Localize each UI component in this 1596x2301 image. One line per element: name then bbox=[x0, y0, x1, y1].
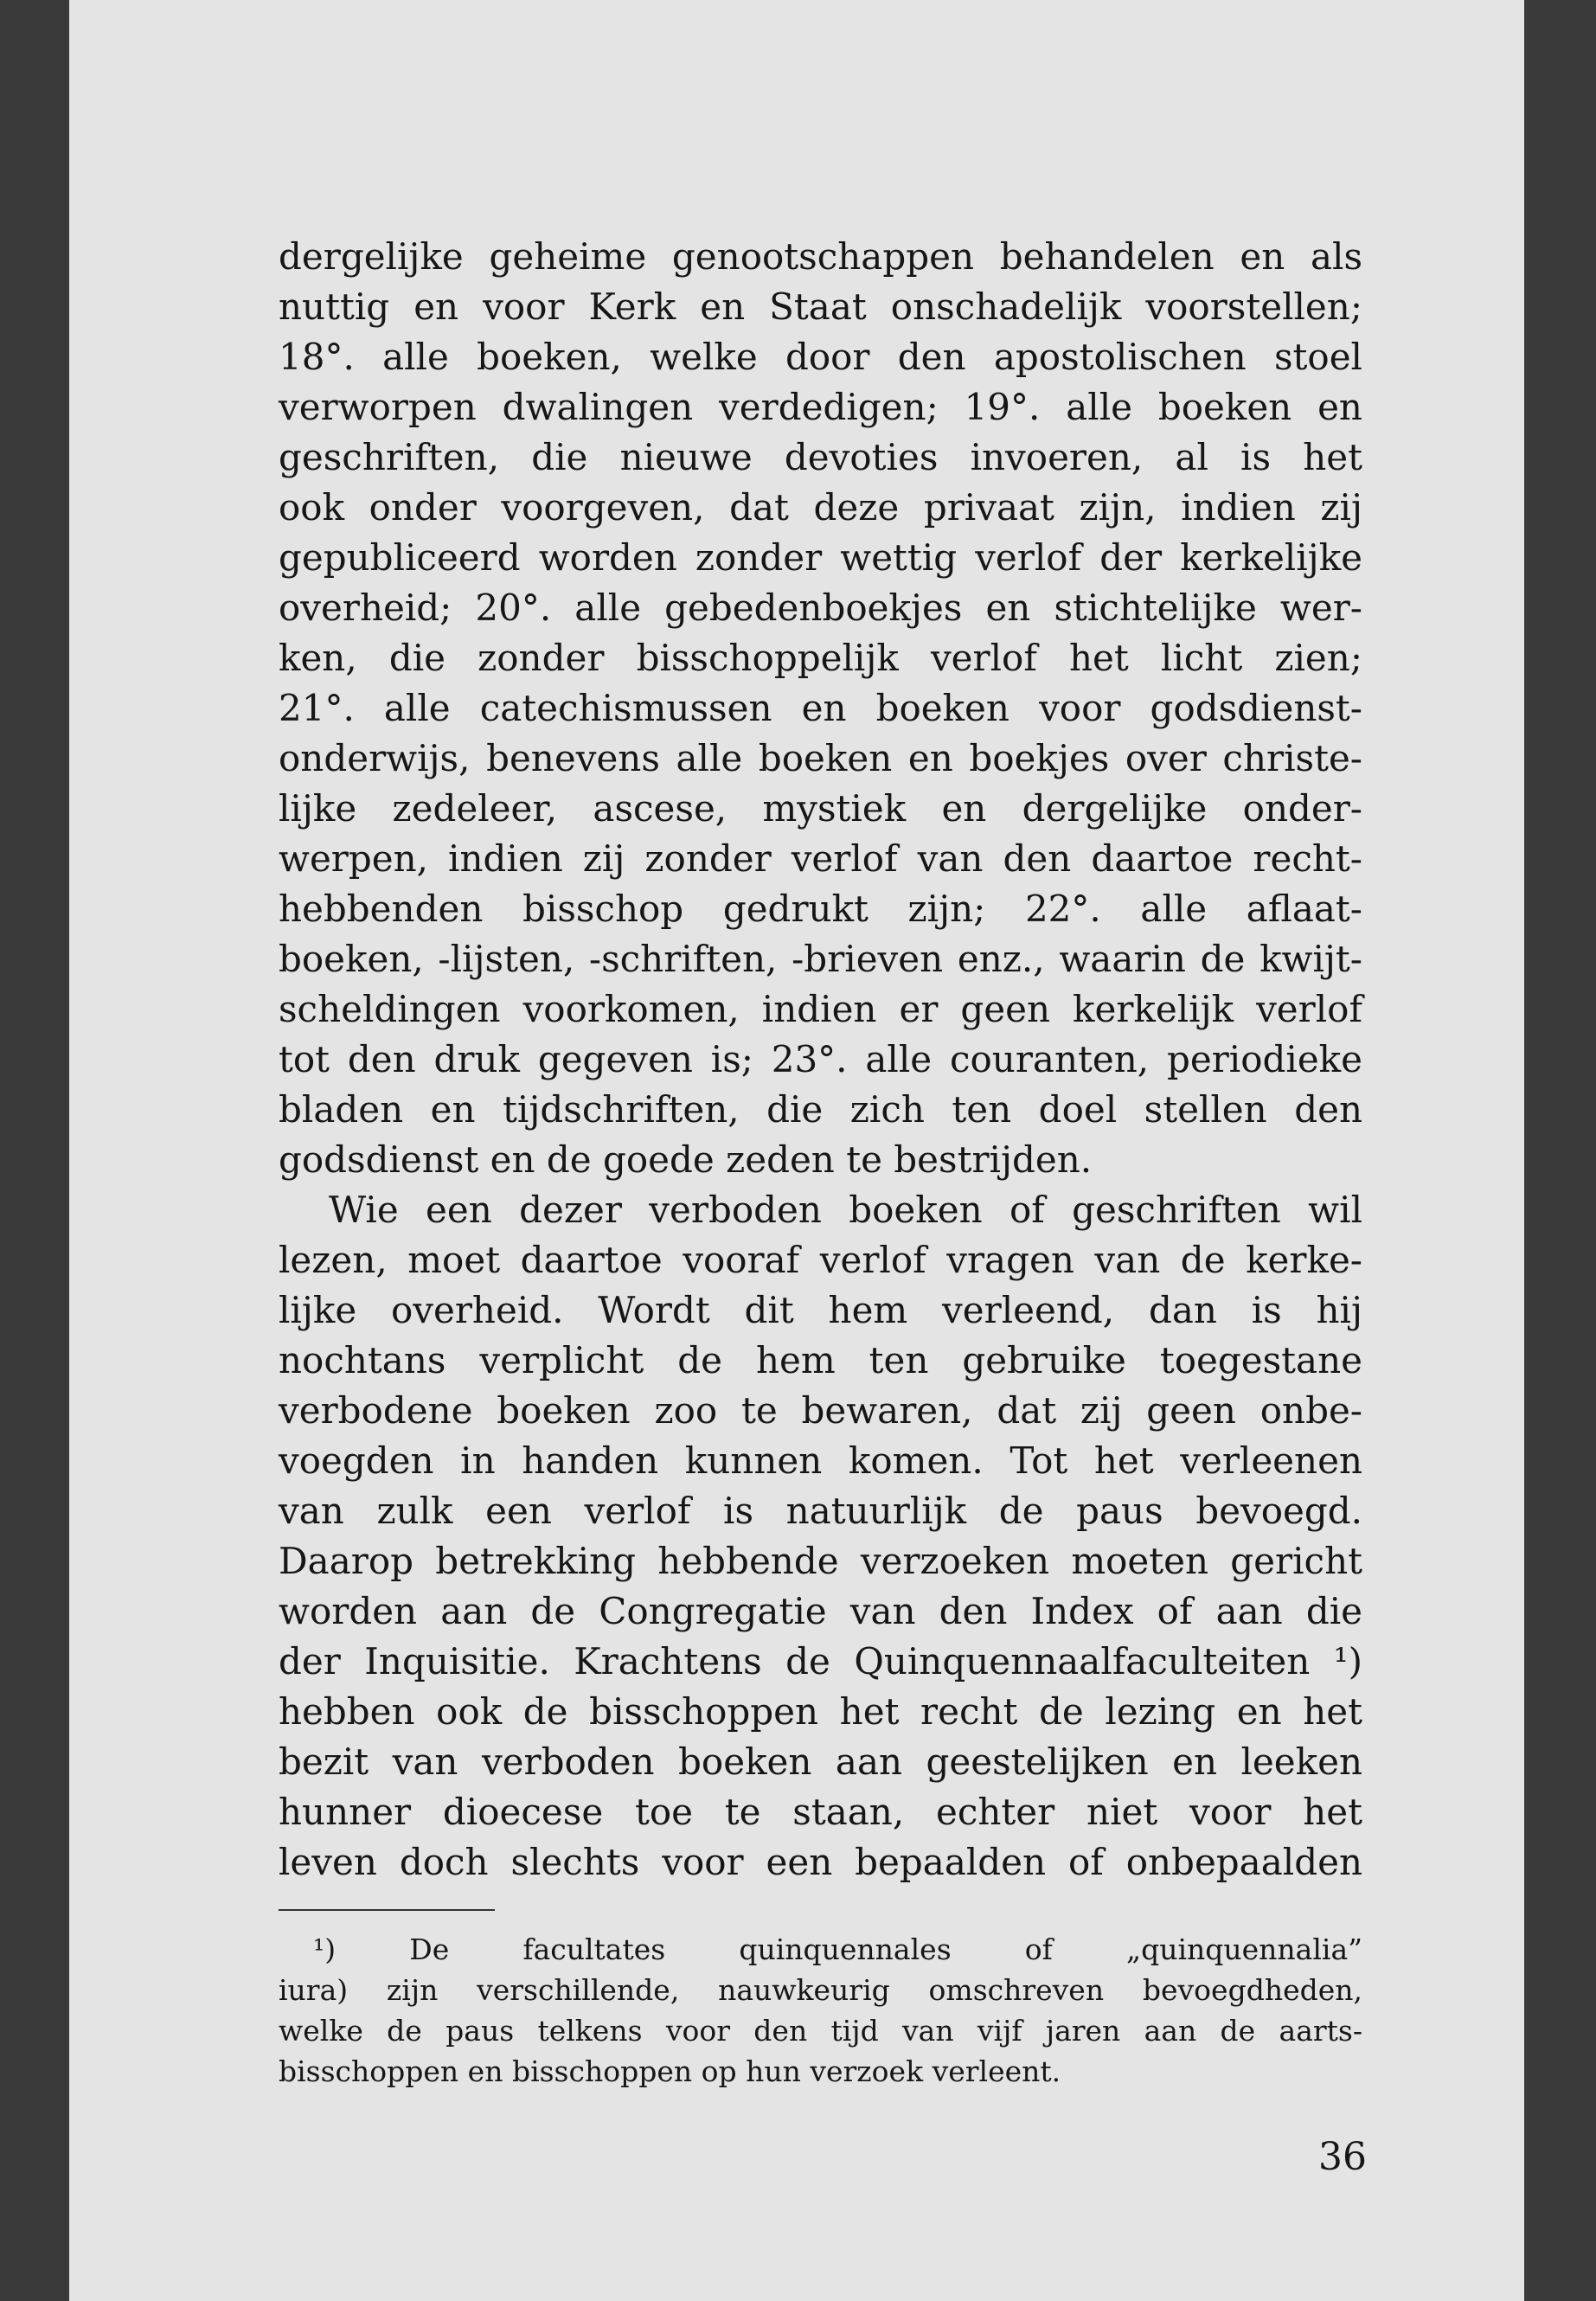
text-line: overheid; 20°. alle gebedenboekjes en stichtelijke wer- bbox=[279, 586, 1362, 629]
text-line: boeken, -lijsten, -schriften, -brieven enz., waarin de kwijt- bbox=[279, 938, 1362, 980]
paragraph-end-line: godsdienst en de goede zeden te bestrijden. bbox=[279, 1138, 1093, 1181]
text-line: geschriften, die nieuwe devoties invoeren, al is het bbox=[279, 436, 1362, 478]
text-line: lijke overheid. Wordt dit hem verleend, dan is hij bbox=[279, 1289, 1362, 1331]
text-line: verbodene boeken zoo te bewaren, dat zij geen onbe- bbox=[279, 1389, 1362, 1432]
text-line: ook onder voorgeven, dat deze privaat zijn, indien zij bbox=[279, 486, 1362, 529]
text-line: tot den druk gegeven is; 23°. alle couranten, periodieke bbox=[279, 1038, 1362, 1080]
text-line: hunner dioecese toe te staan, echter niet voor het bbox=[279, 1791, 1362, 1833]
body-text bbox=[279, 232, 1362, 1888]
text-line: lijke zedeleer, ascese, mystiek en dergelijke onder- bbox=[279, 787, 1362, 830]
footnote bbox=[279, 1929, 1362, 2092]
text-line: der Inquisitie. Krachtens de Quinquennaalfaculteiten ¹) bbox=[279, 1640, 1362, 1682]
text-line: worden aan de Congregatie van den Index of aan die bbox=[279, 1590, 1362, 1632]
text-line: onderwijs, benevens alle boeken en boekjes over christe- bbox=[279, 737, 1362, 779]
text-line: nuttig en voor Kerk en Staat onschadelijk voorstellen; bbox=[279, 285, 1362, 328]
paragraph-start-line: Wie een dezer verboden boeken of geschriften wil bbox=[329, 1189, 1362, 1231]
footnote-line: iura) zijn verschillende, nauwkeurig omschreven bevoegdheden, bbox=[279, 1973, 1362, 2007]
text-line: scheldingen voorkomen, indien er geen kerkelijk verlof bbox=[279, 988, 1362, 1030]
footnote-line: welke de paus telkens voor den tijd van vijf jaren aan de aarts- bbox=[279, 2014, 1362, 2048]
text-line: nochtans verplicht de hem ten gebruike toegestane bbox=[279, 1339, 1362, 1381]
text-line: Daarop betrekking hebbende verzoeken moeten gericht bbox=[279, 1540, 1362, 1582]
text-line: bezit van verboden boeken aan geestelijken en leeken bbox=[279, 1740, 1362, 1783]
text-line: werpen, indien zij zonder verlof van den daartoe recht- bbox=[279, 837, 1362, 880]
scan-border-right bbox=[1524, 0, 1596, 2301]
text-line: voegden in handen kunnen komen. Tot het verleenen bbox=[279, 1439, 1362, 1482]
footnote-line: ¹) De facultates quinquennales of „quinquennalia” bbox=[313, 1932, 1362, 1966]
text-line: ken, die zonder bisschoppelijk verlof het licht zien; bbox=[279, 637, 1362, 679]
text-line: van zulk een verlof is natuurlijk de paus bevoegd. bbox=[279, 1490, 1362, 1532]
text-line: leven doch slechts voor een bepaalden of onbepaalden bbox=[279, 1841, 1362, 1883]
text-line: verworpen dwalingen verdedigen; 19°. alle boeken en bbox=[279, 386, 1362, 428]
text-line: lezen, moet daartoe vooraf verlof vragen van de kerke- bbox=[279, 1239, 1362, 1281]
scan-border-left bbox=[0, 0, 69, 2301]
text-line: gepubliceerd worden zonder wettig verlof der kerkelijke bbox=[279, 536, 1362, 579]
text-line: 18°. alle boeken, welke door den apostolischen stoel bbox=[279, 336, 1362, 378]
footnote-line: bisschoppen en bisschoppen op hun verzoek verleent. bbox=[279, 2054, 1061, 2088]
text-line: 21°. alle catechismussen en boeken voor godsdienst- bbox=[279, 687, 1362, 729]
text-line: dergelijke geheime genootschappen behandelen en als bbox=[279, 235, 1362, 278]
text-line: hebben ook de bisschoppen het recht de lezing en het bbox=[279, 1690, 1362, 1733]
text-line: bladen en tijdschriften, die zich ten doel stellen den bbox=[279, 1088, 1362, 1131]
page-number: 36 bbox=[1318, 2135, 1367, 2179]
text-line: hebbenden bisschop gedrukt zijn; 22°. alle aflaat- bbox=[279, 888, 1362, 930]
footnote-divider bbox=[279, 1909, 495, 1911]
